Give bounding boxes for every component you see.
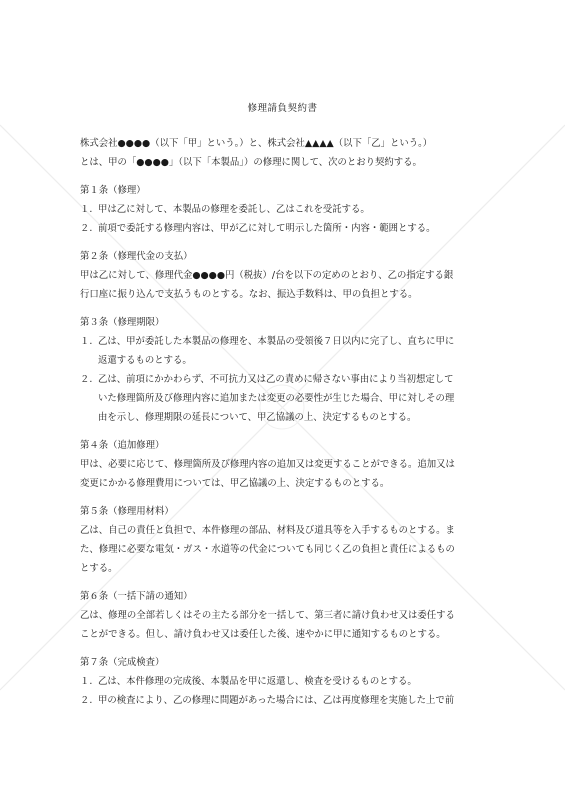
item-number: ２. — [80, 223, 93, 234]
article-heading: 第２条（修理代金の支払） — [80, 251, 193, 262]
article-item — [80, 691, 490, 710]
item-text: 前項で委託する修理内容は、甲が乙に対して明示した箇所・内容・範囲とする。 — [98, 223, 436, 234]
article-item — [80, 332, 490, 370]
item-text: 乙は、甲が委託した本製品の修理を、本製品の受領後７日以内に完了し、直ちに甲に 返還するものとする。 — [98, 336, 455, 366]
article-body: 乙は、自己の責任と負担で、本件修理の部品、材料及び道具等を入手するものとする。ま た、修理に必要な電気・ガス・水道等の代金についても同じく乙の負担と責任によるもの とする。 — [80, 525, 455, 574]
article-heading: 第６条（一括下請の通知） — [80, 591, 193, 602]
article-body: 乙は、修理の全部若しくはその主たる部分を一括して、第三者に請け負わせ又は委任する ことができる。但し、請け負わせ又は委任した後、速やかに甲に通知するものとする。 — [80, 610, 455, 640]
article-heading: 第１条（修理） — [80, 185, 146, 196]
item-text: 甲は乙に対して、本製品の修理を委託し、乙はこれを受託する。 — [98, 204, 370, 215]
item-text: 甲の検査により、乙の修理に問題があった場合には、乙は再度修理を実施した上で前 — [98, 695, 455, 706]
article-heading: 第３条（修理期限） — [80, 317, 165, 328]
item-number: ２. — [80, 695, 93, 706]
item-number: １. — [80, 336, 93, 347]
article-heading: 第７条（完成検査） — [80, 657, 165, 668]
preamble: 株式会社●●●●（以下「甲」という。）と、株式会社▲▲▲▲（以下「乙」という。） とは、甲の「●●●●」（以下「本製品」）の修理に関して、次のとおり契約する。 — [80, 138, 433, 168]
article-heading: 第５条（修理用材料） — [80, 506, 174, 517]
document-body — [80, 134, 490, 710]
article-body: 甲は、必要に応じて、修理箇所及び修理内容の追加又は変更することができる。追加又は 変更にかかる修理費用については、甲乙協議の上、決定するものとする。 — [80, 459, 455, 489]
document-title: 修理請負契約書 — [247, 103, 318, 114]
article-item — [80, 370, 490, 427]
item-number: １. — [80, 204, 93, 215]
item-number: ２. — [80, 374, 93, 385]
item-text: 乙は、前項にかかわらず、不可抗力又は乙の責めに帰さない事由により当初想定して いた修理箇所及び修理内容に追加または変更の必要性が生じた場合、甲に対しその理 由を示し、修理期限の延長について、甲乙協議の上、決定するものとする。 — [98, 374, 455, 423]
article-item — [80, 672, 490, 691]
article-heading: 第４条（追加修理） — [80, 440, 165, 451]
article-item — [80, 219, 490, 238]
item-text: 乙は、本件修理の完成後、本製品を甲に返還し、検査を受けるものとする。 — [98, 676, 417, 687]
article-item — [80, 200, 490, 219]
article-body: 甲は乙に対して、修理代金●●●●円（税抜）/台を以下の定めのとおり、乙の指定する銀 行口座に振り込んで支払うものとする。なお、振込手数料は、甲の負担とする。 — [80, 270, 454, 300]
item-number: １. — [80, 676, 93, 687]
